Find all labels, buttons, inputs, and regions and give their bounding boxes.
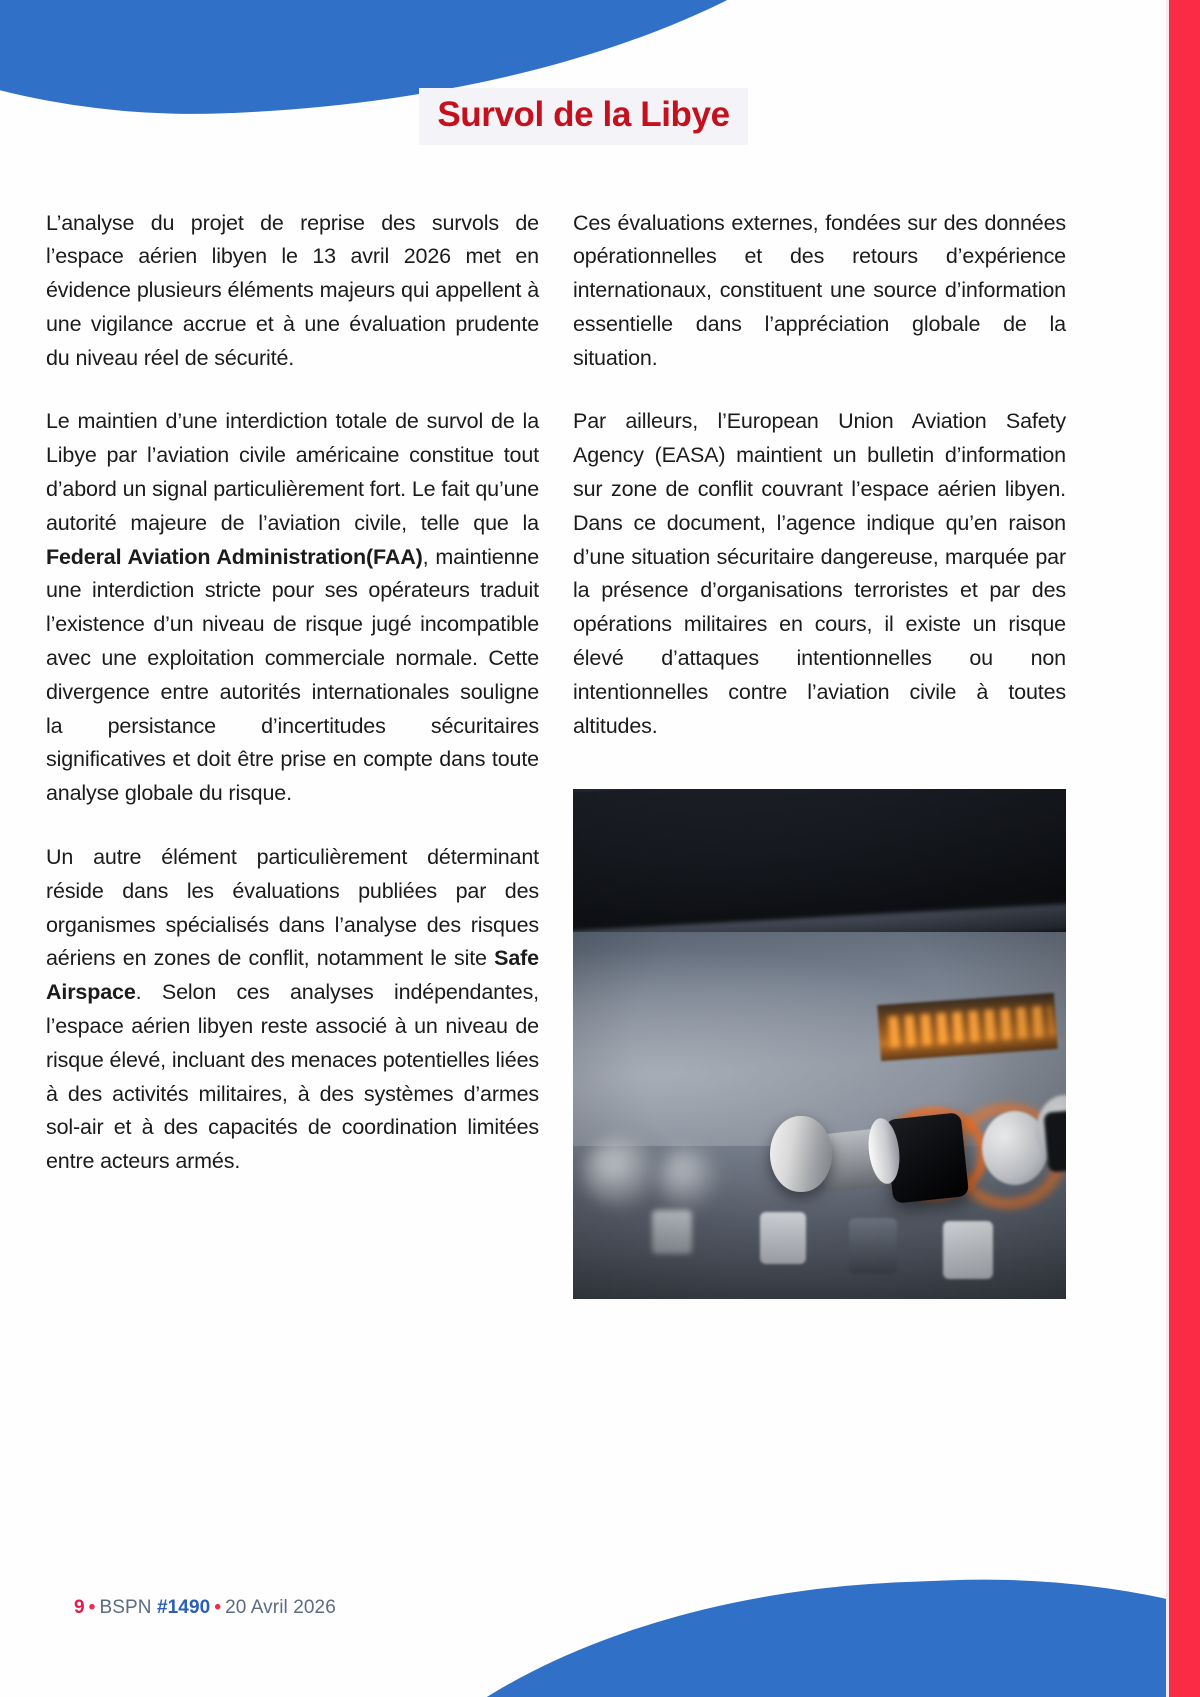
right-paragraph-1: Ces évaluations externes, fondées sur des données opérationnelles et des retours d’expérience internationaux, constituent une source d’information essentielle dans l’appréciation globale de la situation. <box>573 210 1066 370</box>
two-column-layout <box>46 207 1121 1300</box>
page-footer <box>74 1597 336 1619</box>
right-column <box>573 207 1066 1300</box>
left-column <box>46 207 539 1300</box>
decorative-red-edge-bar <box>1169 0 1200 1697</box>
title-container <box>46 88 1121 145</box>
footer-publication-name: BSPN <box>99 1597 152 1618</box>
footer-issue-number: #1490 <box>156 1597 211 1618</box>
left-paragraph-3-text-a: Un autre élément particulièrement déterminant réside dans les évaluations publiées par des organismes spécialisés dans l’analyse des risques aériens en zones de conflit, notamment le site <box>46 845 539 971</box>
footer-date: 20 Avril 2026 <box>225 1597 336 1618</box>
right-paragraph-2: Par ailleurs, l’European Union Aviation Safety Agency (EASA) maintient un bulletin d’information sur zone de conflit couvrant l’espace aérien libyen. Dans ce document, l’agence indique qu’en raison d’une situation sécuritaire dangereuse, marquée par la présence d’organisations terroristes et par des opérations militaires en cours, il existe un risque élevé d’attaques intentionnelles ou non intentionnelles contre l’aviation civile à toutes altitudes. <box>573 409 1066 738</box>
article-photo-audio-equipment <box>573 789 1066 1299</box>
left-paragraph-2-text-a: Le maintien d’une interdiction totale de survol de la Libye par l’aviation civile américaine constitue tout d’abord un signal particulièrement fort. Le fait qu’une autorité majeure de l’aviation civile, telle que la <box>46 409 539 535</box>
left-paragraph-2-text-b: , maintienne une interdiction stricte pour ses opérateurs traduit l’existence d’un niveau de risque jugé incompatible avec une exploitation commerciale normale. Cette divergence entre autorités internationales souligne la persistance d’incertitudes sécuritaires significatives et doit être prise en compte dans toute analyse globale du risque. <box>46 544 540 806</box>
left-paragraph-2 <box>46 405 539 811</box>
left-paragraph-1: L’analyse du projet de reprise des survols de l’espace aérien libyen le 13 avril 2026 met en évidence plusieurs éléments majeurs qui appellent à une vigilance accrue et à une évaluation prudente du niveau réel de sécurité. <box>46 210 539 370</box>
footer-separator-2: • <box>214 1597 222 1618</box>
footer-separator-1: • <box>88 1597 96 1618</box>
page-title: Survol de la Libye <box>419 88 747 145</box>
photo-vignette <box>573 789 1066 1299</box>
left-paragraph-3 <box>46 841 539 1179</box>
left-paragraph-3-text-b: . Selon ces analyses indépendantes, l’espace aérien libyen reste associé à un niveau de risque élevé, incluant des menaces potentielles liées à des activités militaires, à des systèmes d’armes sol-air et à des capacités de coordination limitées entre acteurs armés. <box>46 980 539 1174</box>
safe-airspace-bold-term: Safe Airspace <box>46 946 539 1005</box>
footer-page-number: 9 <box>74 1597 85 1618</box>
faa-bold-term: Federal Aviation Administration(FAA) <box>46 544 423 569</box>
